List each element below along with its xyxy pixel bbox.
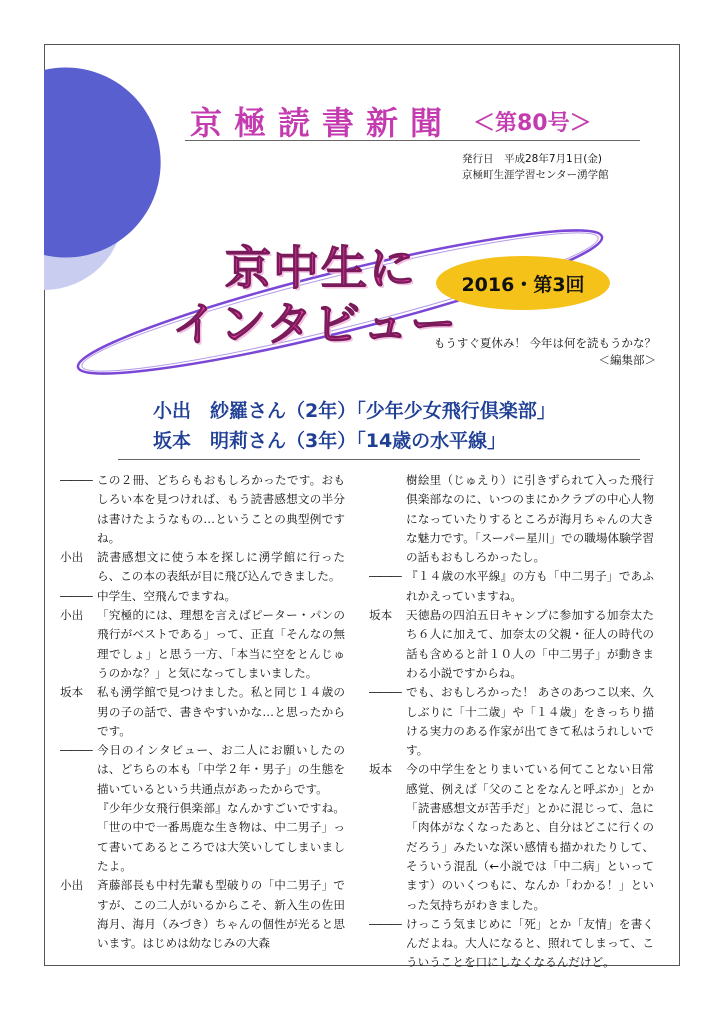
feature-headline-line1: 京中生に [225, 241, 417, 295]
speaker: 坂本 [369, 608, 393, 623]
header-rule [185, 140, 640, 141]
paragraph-text: けっこう気まじめに「死」とか「友情」を書くんだよね。大人になると、照れてしまって、こういうことを口にしなくなるんだけど。 [406, 916, 654, 970]
publication-info [462, 151, 609, 183]
series-badge: 2016・第3回 [436, 256, 610, 310]
interview-paragraph [369, 683, 654, 760]
decorative-dark-circle [44, 68, 161, 258]
paragraph-text: この２冊、どちらもおもしろかったです。おもしろい本を見つければ、もう読書感想文の半分は書けたようなもの…ということの典型例ですね。 [97, 473, 345, 545]
speaker: ――― [60, 743, 92, 758]
interview-paragraph [369, 915, 654, 973]
speaker: ――― [60, 473, 92, 487]
interview-paragraph [60, 471, 345, 548]
interview-paragraph [60, 683, 345, 741]
paragraph-text: 『１４歳の水平線』の方も「中二男子」であふれかえっていますね。 [406, 569, 654, 603]
interview-column-right [369, 471, 654, 973]
speaker: ――― [60, 588, 92, 603]
newspaper-title: 京極読書新聞 [190, 104, 455, 142]
teaser-credit: ＜編集部＞ [598, 353, 656, 367]
speaker: ――― [369, 569, 401, 584]
paragraph-text: 中学生、空飛んでますね。 [97, 588, 237, 603]
interview-paragraph [60, 799, 345, 876]
speaker: 小出 [60, 878, 84, 893]
speaker: ――― [369, 916, 401, 931]
speaker: 坂本 [369, 762, 393, 777]
paragraph-text: 今日のインタビュー、お二人にお願いしたのは、どちらの本も「中学２年・男子」の生態を描いているという共通点があったからです。 [97, 743, 345, 796]
publish-date: 発行日 平成28年7月1日(金) [462, 153, 602, 165]
paragraph-text: 天徳島の四泊五日キャンプに参加する加奈太たち６人に加えて、加奈太の父親・征人の時代の話も含めると計１０人の「中二男子」が動きまわる小説ですからね。 [406, 608, 654, 680]
interview-column-left [60, 471, 345, 953]
paragraph-text: 今の中学生をとりまいている何てことない日常感覚、例えば「父のことをなんと呼ぶか」とか「読書感想文が苦手だ」とかに混じって、急に「肉体がなくなったあと、自分はどこに行くのだろう」みたいな深い感情も描かれたりして、そういう混乱（←小説では「中二病」といってます）のいくつもに、なんか「わかる！」といった気持ちがわきました。 [406, 762, 654, 912]
speaker: 小出 [60, 608, 84, 623]
teaser [390, 335, 656, 369]
paragraph-text: 読書感想文に使う本を探しに湧学館に行ったら、この本の表紙が目に飛び込んできました。 [97, 550, 345, 584]
guest-koide: 小出 紗羅さん（2年）「少年少女飛行倶楽部」 [153, 400, 556, 422]
speaker [369, 471, 406, 567]
paragraph-text: 『少年少女飛行倶楽部』なんかすごいですね。「世の中で一番馬鹿な生き物は、中二男子」って書いてあるところでは大笑いしてしまいましたよ。 [97, 801, 345, 873]
guest-sakamoto: 坂本 明莉さん（3年）「14歳の水平線」 [153, 430, 507, 452]
speaker: 坂本 [60, 685, 84, 700]
interview-paragraph [60, 548, 345, 587]
speaker [60, 799, 97, 876]
publisher: 京極町生涯学習センター湧学館 [462, 169, 609, 181]
interview-paragraph [60, 606, 345, 683]
interview-paragraph [60, 741, 345, 799]
teaser-text: もうすぐ夏休み！ 今年は何を読もうかな？ [433, 336, 656, 350]
issue-number: ＜第80号＞ [473, 111, 592, 136]
interview-paragraph [369, 760, 654, 914]
interview-paragraph [60, 876, 345, 953]
section-rule [118, 459, 640, 460]
paragraph-text: 私も湧学館で見つけました。私と同じ１４歳の男の子の話で、書きやすいかな…と思ったからです。 [97, 685, 345, 738]
paragraph-text: でも、おもしろかった！ あさのあつこ以来、久しぶりに「十二歳」や「１４歳」をきっちり描ける実力のある作家が出てきて私はうれしいです。 [406, 685, 654, 758]
interview-paragraph [369, 606, 654, 683]
guest-list [153, 396, 556, 456]
interview-paragraph [369, 471, 654, 567]
paragraph-text: 斉藤部長も中村先輩も型破りの「中二男子」ですが、この二人がいるからこそ、新入生の佐田海月、海月（みづき）ちゃんの個性が光ると思います。はじめは幼なじみの大森 [97, 878, 345, 951]
speaker: 小出 [60, 550, 84, 565]
interview-paragraph [60, 587, 345, 606]
feature-headline-line2: インタビュー [172, 297, 459, 351]
speaker: ――― [369, 685, 401, 700]
interview-paragraph [369, 567, 654, 606]
paragraph-text: 「究極的には、理想を言えばピーター・パンの飛行がベストである」って、正直「そんなの無理でしょ」と思う一方、「本当に空をとんじゅうのかな？」と気になってしまいました。 [97, 608, 345, 680]
paragraph-text: 樹絵里（じゅえり）に引きずられて入った飛行倶楽部なのに、いつのまにかクラブの中心人物になっていたりするところが海月ちゃんの大きな魅力です。「スーパー星川」での職場体験学習の話もおもしろかったし。 [406, 473, 654, 565]
